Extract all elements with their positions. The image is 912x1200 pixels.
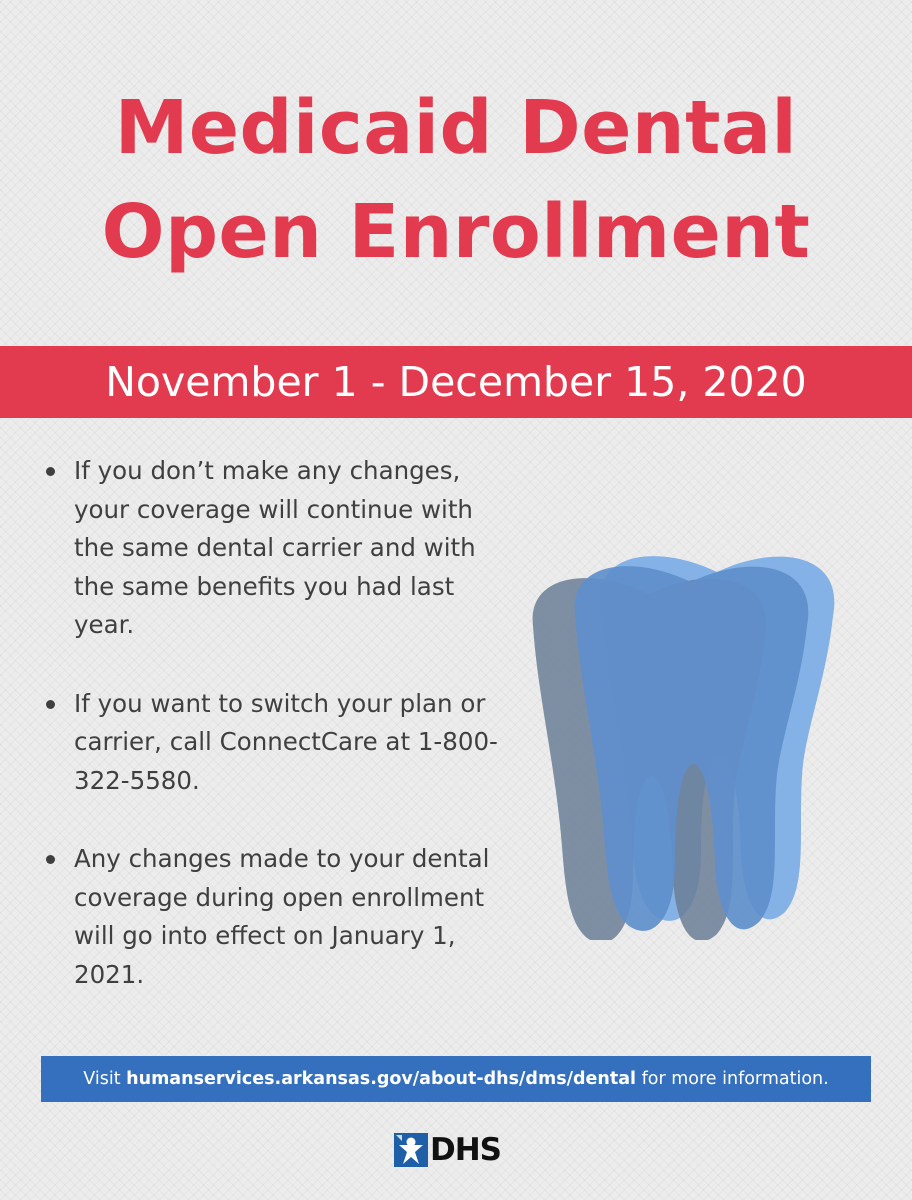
bullet-dot-icon [46,855,55,864]
bullet-text: If you don’t make any changes, your coverage will continue with the same dental carrier and with the same benefits you had last year. [74,456,476,639]
bullet-dot-icon [46,700,55,709]
date-range-banner: November 1 - December 15, 2020 [0,346,912,418]
bullet-item [44,840,514,994]
dhs-logo [394,1130,534,1170]
bullet-item [44,685,514,801]
info-bullet-list [44,452,514,1034]
website-link[interactable]: humanservices.arkansas.gov/about-dhs/dms/dental [126,1069,637,1089]
logo-text: DHS [430,1132,502,1168]
tooth-icon [515,520,875,940]
bullet-dot-icon [46,467,55,476]
bullet-text: Any changes made to your dental coverage during open enrollment will go into effect on January 1, 2021. [74,844,490,989]
page-title-line-2: Open Enrollment [101,189,811,275]
bullet-text: If you want to switch your plan or carrier, call ConnectCare at 1-800-322-5580. [74,688,498,795]
footer-prefix: Visit [83,1069,127,1089]
page-title-line-1: Medicaid Dental [114,85,798,171]
footer-suffix: for more information. [636,1069,829,1089]
more-info-footer [41,1056,871,1102]
bullet-item [44,452,514,645]
person-star-icon [394,1133,428,1167]
